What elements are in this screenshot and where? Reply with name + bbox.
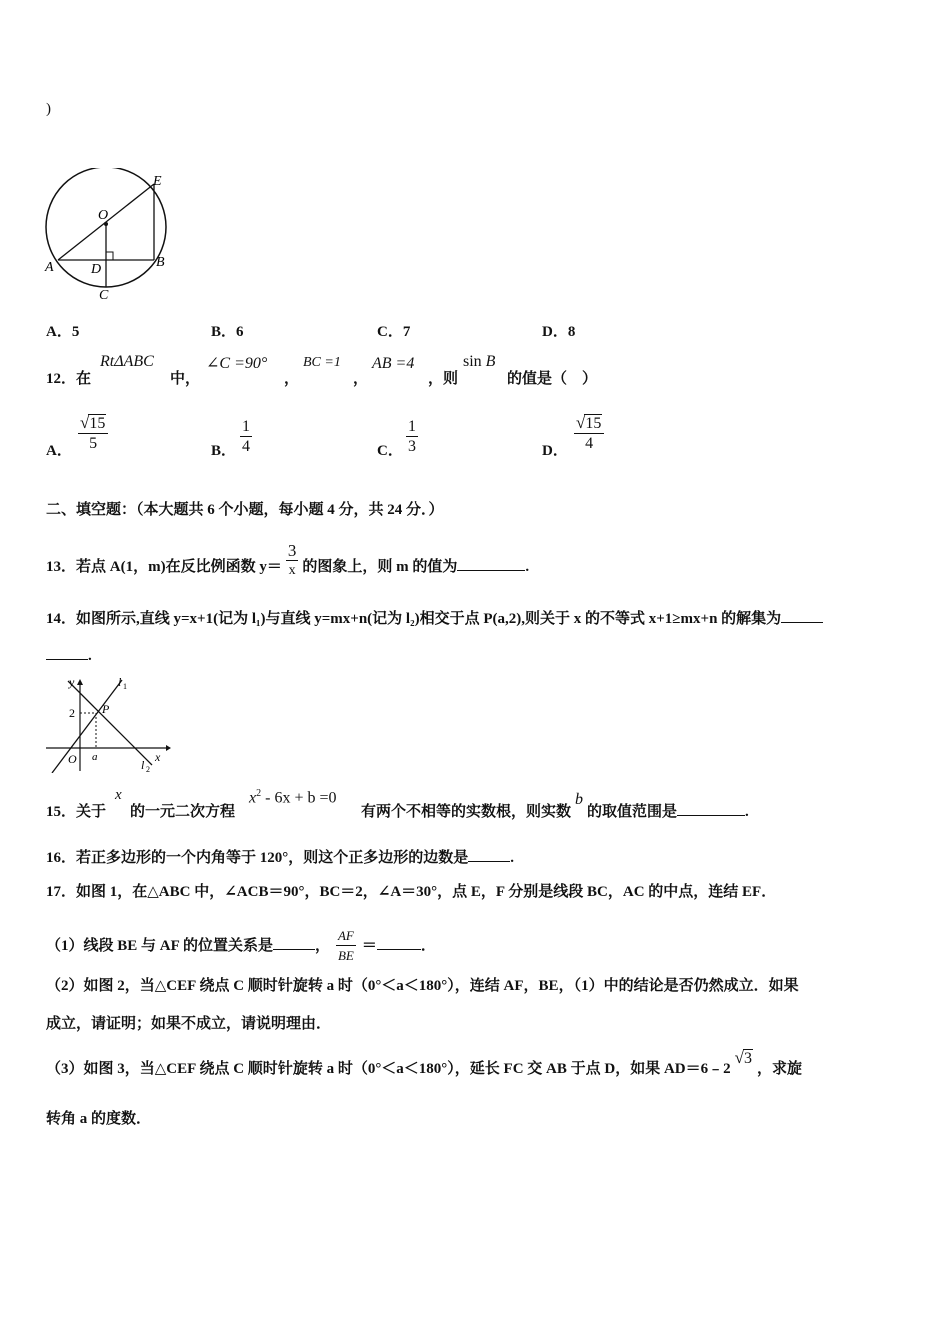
q12-option-b-label: B． <box>211 443 237 459</box>
label-o: O <box>98 208 109 223</box>
q12-option-d-fraction: $\frac{√15}{4}$ <box>574 414 604 454</box>
q16-answer-blank[interactable] <box>468 848 510 862</box>
label-l2-sub: 2 <box>146 765 150 773</box>
circle-figure <box>40 168 175 304</box>
q11-option-d: D．8 <box>542 324 576 340</box>
q15-answer-blank[interactable] <box>677 802 745 816</box>
q12-tail: 的值是（ ） <box>507 371 598 387</box>
q15-equation: $x^2 - 6x + b =0$ <box>249 788 337 807</box>
q12-option-a-fraction: $\frac{√15}{5}$ <box>78 414 108 454</box>
q17-part2-line1: （2）如图 2，当△CEF 绕点 C 顺时针旋转 a 时（0°＜a＜180°），连结 AF，BE，（1）中的结论是否仍然成立．如果 <box>46 978 799 994</box>
q12-option-c-label: C． <box>377 443 403 459</box>
label-d: D <box>91 262 102 277</box>
x-axis-arrow-icon <box>166 745 171 751</box>
q12-option-d-label: D． <box>542 443 568 459</box>
label-b: B <box>156 255 165 270</box>
q12-number: 12．在 <box>46 371 92 387</box>
q12-option-b-fraction: $\frac{1}{4}$ <box>242 418 250 455</box>
q12-ab: AB =4 <box>372 355 415 372</box>
label-o: O <box>68 752 77 766</box>
label-c: C <box>99 288 109 303</box>
label-y: y <box>69 675 75 689</box>
right-angle-mark <box>106 252 113 260</box>
q17-part3-line2: 转角 a 的度数． <box>46 1111 152 1127</box>
lines-figure <box>40 673 172 773</box>
q12-angle: ∠C =90° <box>206 355 268 372</box>
q12-bc: BC =1 <box>303 355 341 370</box>
q11-option-a: A．5 <box>46 324 80 340</box>
q14-line2: . <box>46 646 92 665</box>
label-e: E <box>153 174 162 189</box>
q15-post: 有两个不相等的实数根，则实数b的取值范围是 . <box>361 791 749 820</box>
q17-part2-line2: 成立，请证明；如果不成立，请说明理由． <box>46 1016 332 1032</box>
q12-comma2: ， <box>353 371 369 387</box>
q17-line1: 17．如图 1，在△ABC 中，∠ACB＝90°，BC＝2，∠A＝30°，点 E，F 分别是线段 BC，AC 的中点，连结 EF． <box>46 884 777 900</box>
label-l1-sub: 1 <box>123 682 127 691</box>
label-p: P <box>102 702 110 716</box>
q11-option-b: B．6 <box>211 324 244 340</box>
label-l1: l <box>118 675 122 689</box>
q11-option-c: C．7 <box>377 324 411 340</box>
q13: 13．若点 A(1，m)在反比例函数 y＝ $\frac{3}{x}$ 的图象上，则 m 的值为 . <box>46 541 530 578</box>
label-2: 2 <box>69 706 75 720</box>
q16: 16．若正多边形的一个内角等于 120°，则这个正多边形的边数是 . <box>46 850 515 866</box>
q15-x: x <box>115 787 122 803</box>
q12-zhong: 中， <box>170 371 201 387</box>
q12-sinb: sin B <box>463 353 496 370</box>
q17-part3-line1: （3）如图 3，当△CEF 绕点 C 顺时针旋转 a 时（0°＜a＜180°），延长 FC 交 AB 于点 D，如果 AD＝6﹣2√3，求旋 <box>46 1048 803 1077</box>
top-paren: ) <box>46 101 51 117</box>
q15-pre: 15．关于 <box>46 804 107 820</box>
q14-answer-blank-2[interactable] <box>46 646 88 660</box>
label-x: x <box>155 750 161 764</box>
q12-option-c-fraction: $\frac{1}{3}$ <box>408 418 416 455</box>
q12-option-a-label: A． <box>46 443 72 459</box>
line-l1 <box>52 680 122 773</box>
q14-answer-blank-1[interactable] <box>781 609 823 623</box>
q17-part1-blank-2[interactable] <box>377 936 421 950</box>
q17-part1: （1）线段 BE 与 AF 的位置关系是 ， $\frac{AF}{BE}$ ＝ ． <box>46 928 436 963</box>
q13-answer-blank[interactable] <box>457 557 525 571</box>
q12-triangle: RtΔABC <box>100 353 154 370</box>
q14-line1: 14．如图所示,直线 y=x+1(记为 l₁)与直线 y=mx+n(记为 l₂)相交于点 P(a,2),则关于 x 的不等式 x+1≥mx+n 的解集为 <box>46 607 823 628</box>
q15-mid: 的一元二次方程 <box>130 804 236 820</box>
q12-ze: ，则 <box>428 371 459 387</box>
q17-part1-blank-1[interactable] <box>273 936 315 950</box>
y-axis-arrow-icon <box>77 679 83 685</box>
q12-comma1: ， <box>284 371 300 387</box>
label-a: a <box>92 751 98 763</box>
label-l2: l <box>141 758 145 772</box>
section-title-fill-in: 二、填空题：（本大题共 6 个小题，每小题 4 分，共 24 分．） <box>46 502 444 518</box>
label-a: A <box>45 260 54 275</box>
